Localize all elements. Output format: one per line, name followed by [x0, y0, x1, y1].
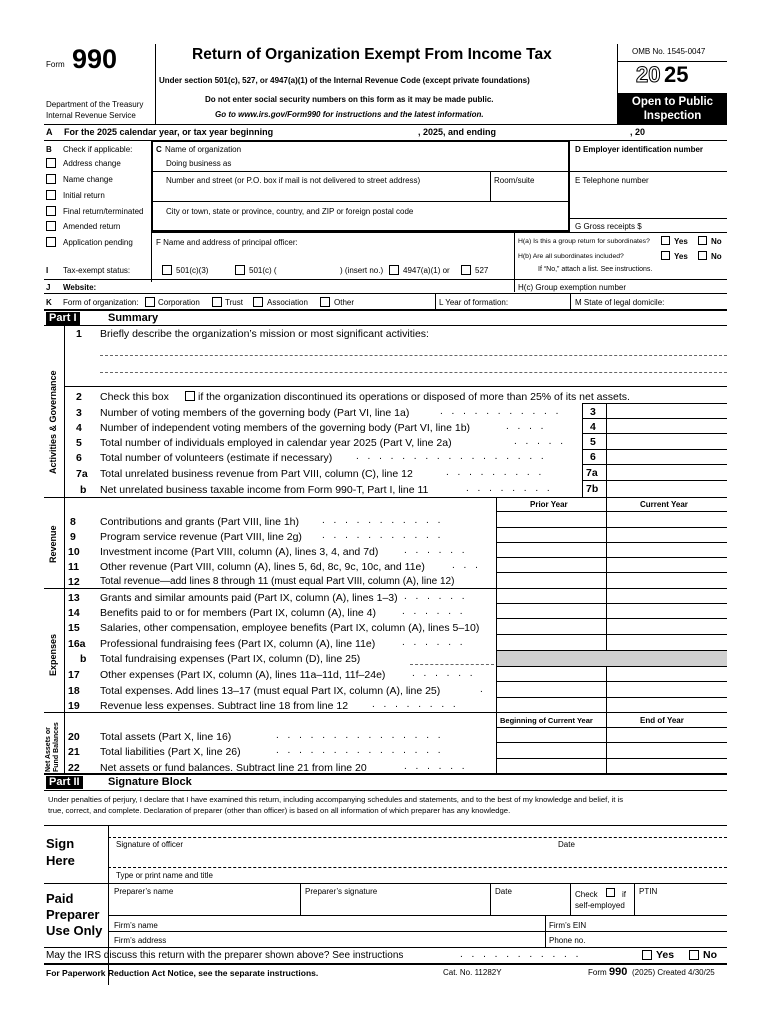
side-revenue: Revenue — [48, 525, 58, 563]
year-suffix: 25 — [664, 62, 689, 87]
line-12-text: Total revenue—add lines 8 through 11 (must equal Part VIII, column (A), line 12) — [100, 576, 455, 587]
part-ii-tag: Part II — [46, 776, 83, 789]
association-label: Association — [267, 298, 308, 307]
box-7a: 7a — [586, 467, 598, 479]
box-6: 6 — [590, 451, 596, 463]
omb-number: OMB No. 1545-0047 — [632, 47, 706, 56]
line-4-text: Number of independent voting members of the governing body (Part VI, line 1b) — [100, 422, 471, 434]
4947-label: 4947(a)(1) or — [403, 266, 450, 275]
line-16a-number: 16a — [68, 638, 86, 650]
line-18-text: Total expenses. Add lines 13–17 (must equal Part IX, column (A), line 25) — [100, 685, 441, 697]
line-22-number: 22 — [68, 762, 80, 774]
final-return-label: Final return/terminated — [63, 207, 144, 216]
discuss-yes-checkbox[interactable] — [642, 950, 652, 960]
line-6-number: 6 — [76, 452, 82, 464]
line-11-number: 11 — [68, 561, 80, 573]
here-label: Here — [46, 853, 75, 868]
line-10-number: 10 — [68, 546, 80, 558]
side-net-assets: Net Assets or Fund Balances — [45, 722, 60, 772]
state-domicile-label: M State of legal domicile: — [575, 298, 665, 307]
firm-name-label: Firm’s name — [114, 921, 158, 930]
name-change-label: Name change — [63, 175, 113, 184]
line-15-text: Salaries, other compensation, employee benefits (Part IX, column (A), lines 5–10) — [100, 622, 480, 634]
check-if-applicable: Check if applicable: — [63, 145, 133, 154]
amended-return-checkbox[interactable] — [46, 221, 56, 231]
principal-officer-label: F Name and address of principal officer: — [156, 238, 298, 247]
form-subtitle: Under section 501(c), 527, or 4947(a)(1) of the Internal Revenue Code (except private foundations) — [159, 76, 530, 85]
application-pending-checkbox[interactable] — [46, 237, 56, 247]
association-checkbox[interactable] — [253, 297, 263, 307]
line-13-text: Grants and similar amounts paid (Part IX, column (A), lines 1–3) — [100, 592, 398, 604]
city-label: City or town, state or province, country, and ZIP or foreign postal code — [166, 207, 414, 216]
line-17-number: 17 — [68, 669, 80, 681]
year-outline: 20 — [636, 62, 661, 87]
line-21-number: 21 — [68, 746, 80, 758]
line-8-number: 8 — [70, 516, 76, 528]
line-7a-number: 7a — [76, 468, 88, 480]
hb-no-label: No — [711, 252, 722, 261]
discuss-no-label: No — [703, 949, 717, 961]
ha-yes-label: Yes — [674, 237, 688, 246]
self-employed-checkbox[interactable] — [606, 888, 615, 897]
open-to-public-badge: Open to Public Inspection — [618, 93, 727, 124]
discuss-no-checkbox[interactable] — [689, 950, 699, 960]
paperwork-notice: For Paperwork Reduction Act Notice, see the separate instructions. — [46, 968, 319, 978]
hb-question: H(b) Are all subordinates included? — [518, 253, 624, 260]
footer-form-word: Form — [588, 968, 607, 977]
501c3-label: 501(c)(3) — [176, 266, 209, 275]
ein-label: D Employer identification number — [575, 145, 704, 154]
instructions-link[interactable]: Go to www.irs.gov/Form990 for instructions and the latest information. — [215, 110, 484, 119]
line-3-text: Number of voting members of the governing body (Part VI, line 1a) — [100, 407, 410, 419]
line-16a-text: Professional fundraising fees (Part IX, column (A), line 11e) — [100, 638, 376, 650]
row-a-end: , 20 — [630, 127, 646, 137]
irs-label: Internal Revenue Service — [46, 111, 136, 120]
form-of-org-label: Form of organization: — [63, 298, 139, 307]
firm-ein-label: Firm’s EIN — [549, 921, 587, 930]
corporation-label: Corporation — [158, 298, 200, 307]
use-only-label: Use Only — [46, 923, 103, 938]
sign-label: Sign — [46, 836, 75, 851]
line-15-number: 15 — [68, 622, 80, 634]
line-9-text: Program service revenue (Part VIII, line 2g) — [100, 531, 302, 543]
perjury-statement-1: Under penalties of perjury, I declare that I have examined this return, including accompanying schedules and statements, and to the best of my knowledge and belief, it is — [48, 795, 624, 804]
initial-return-label: Initial return — [63, 191, 105, 200]
line-19-number: 19 — [68, 700, 80, 712]
self-employed-label: self-employed — [575, 901, 625, 910]
row-k-letter: K — [46, 298, 52, 307]
form-title: Return of Organization Exempt From Income Tax — [192, 46, 552, 63]
4947-checkbox[interactable] — [389, 265, 399, 275]
line-4-number: 4 — [76, 422, 82, 434]
dept-treasury: Department of the Treasury — [46, 100, 144, 109]
row-a-letter: A — [46, 127, 53, 137]
part-i-tag: Part I — [46, 312, 80, 325]
line-3-number: 3 — [76, 407, 82, 419]
part-ii-title: Signature Block — [108, 776, 192, 788]
other-checkbox[interactable] — [320, 297, 330, 307]
paid-label: Paid — [46, 891, 74, 906]
amended-return-label: Amended return — [63, 222, 121, 231]
hb-yes-checkbox[interactable] — [661, 251, 670, 260]
line-2-text: Check this box — [100, 391, 169, 403]
website-label: Website: — [63, 283, 97, 292]
trust-checkbox[interactable] — [212, 297, 222, 307]
line-14-text: Benefits paid to or for members (Part IX, column (A), line 4) — [100, 607, 377, 619]
box-7b: 7b — [586, 483, 599, 495]
527-checkbox[interactable] — [461, 265, 471, 275]
discontinued-checkbox[interactable] — [185, 391, 195, 401]
line-5-number: 5 — [76, 437, 82, 449]
form-number: 990 — [72, 44, 118, 74]
footer-created: (2025) Created 4/30/25 — [632, 968, 715, 977]
discuss-question: May the IRS discuss this return with the preparer shown above? See instructions — [46, 950, 404, 961]
row-j-letter: J — [46, 283, 51, 292]
row-a-mid: , 2025, and ending — [418, 127, 497, 137]
insert-no-label: ) (insert no.) — [340, 266, 384, 275]
col-current-year: Current Year — [640, 500, 688, 509]
preparer-signature-label: Preparer’s signature — [305, 887, 378, 896]
527-label: 527 — [475, 266, 489, 275]
line-21-text: Total liabilities (Part X, line 26) — [100, 746, 241, 758]
side-expenses: Expenses — [48, 633, 58, 676]
hb-yes-label: Yes — [674, 252, 688, 261]
col-prior-year: Prior Year — [530, 500, 568, 509]
room-suite-label: Room/suite — [494, 176, 535, 185]
trust-label: Trust — [225, 298, 243, 307]
col-end-year: End of Year — [640, 716, 684, 725]
other-label: Other — [334, 298, 355, 307]
line-14-number: 14 — [68, 607, 80, 619]
org-name-label: Name of organization — [165, 145, 242, 154]
phone-label: E Telephone number — [575, 176, 649, 185]
ha-yes-checkbox[interactable] — [661, 236, 670, 245]
form-word: Form — [46, 60, 65, 69]
line-13-number: 13 — [68, 592, 80, 604]
line-12-number: 12 — [68, 576, 80, 588]
line-16b-text: Total fundraising expenses (Part IX, column (D), line 25) — [100, 653, 361, 665]
form-990-page: Form 990 Department of the Treasury Internal Revenue Service Return of Organization Exempt From Income Tax Under section 501(c), 527, or 4947(a)(1) of the Internal Revenue Code (except private foundations) Do not enter social security numbers on this form as it may be made public. Go to www.irs.gov/Form990 for instructions and the latest information. OMB No. 1545-0047 20 25 Open to Public Inspection A For the 2025 calendar year, or tax year beginning , 2025, and ending , 20 B Check if applicable: Address change Name change Initial return Final return/terminated Amended return Application pending C Name of organization Doing business as Number and street (or P.O. box if mail is not delivered to street address) Room/suite City or town, state or province, country, and ZIP or foreign postal code D Employer identification number E Telephone number G Gross receipts $ F Name and address of principal officer: H(a) Is this a group return for subordinates? Yes No H(b) Are all subordinates included? Yes No If “No,” attach a list. See instructions. I Tax-exempt status: 501(c)(3) 501(c) ( ) (insert no.) 4947(a)(1) or 527 J Website: H(c) Group exemption number K Form of organization: Corporation Trust Association Other L Year of formation: M State of legal domicile: Part I Summary Activities & Governance Revenue Expenses Net Assets or Fund Balances 1 Briefly describe the organization’s mission or most significant activities: 2 Check this box if the organization discontinued its operations or disposed of more than 25% of its net assets. 3 Number of voting members of the governing body (Part VI, line 1a) . . . . . . . . . . . 4 Number of independent voting members of the governing body (Part VI, line 1b) . . . . 5 Total number of individuals employed in calendar year 2025 (Part V, line 2a) . . . . . 6 Total number of volunteers (estimate if necessary) . . . . . . . . . . . . . . . . . 7a Total unrelated business revenue from Part VIII, column (C), line 12 . . . . . . . . . b Net unrelated business taxable income from Form 990-T, Part I, line 11 . . . . . . . . 3 4 5 6 7a 7b Prior Year Current Year 8 Contributions and grants (Part VIII, line 1h) . . . . . . . . . . . 9 Program service revenue (Part VIII, line 2g) . . . . . . . . . . . 10 Investment income (Part VIII, column (A), lines 3, 4, and 7d) . . . . . . 11 Other revenue (Part VIII, column (A), lines 5, 6d, 8c, 9c, 10c, and 11e) . . . 12 Total revenue—add lines 8 through 11 (must equal Part VIII, column (A), line 12) 13 Grants and similar amounts paid (Part IX, column (A), lines 1–3) . . . . . . 14 Benefits paid to or for members (Part IX, column (A), line 4) . . . . . . 15 Salaries, other compensation, employee benefits (Part IX, column (A), lines 5–10) 16a Professional fundraising fees (Part IX, column (A), line 11e) . . . . . . b Total fundraising expenses (Part IX, column (D), line 25) 17 Other expenses (Part IX, column (A), lines 11a–11d, 11f–24e) . . . . . . 18 Total expenses. Add lines 13–17 (must equal Part IX, column (A), line 25) . 19 Revenue less expenses. Subtract line 18 from line 12 . . . . . . . . Beginning of Current Year End of Year 20 Total assets (Part X, line 16) . . . . . . . . . . . . . . . 21 Total liabilities (Part X, line 26) . . . . . . . . . . . . . . . 22 Net assets or fund balances. Subtract line 21 from line 20 . . . . . . Part II Signature Block Under penalties of perjury, I declare that I have examined this return, including accompanying schedules and statements, and to the best of my knowledge and belief, it is true, correct, and complete. Declaration of preparer (other than officer) is based on all information of which preparer has any knowledge. Sign Here Signature of officer Date Type or print name and title Paid Preparer Use Only Preparer’s name Preparer’s signature Date Check if self-employed PTIN Firm’s name Firm’s EIN Firm’s address Phone no. May the IRS discuss this return with the preparer shown above? See instructions . . . . . . . . . . . Yes No For Paperwork Reduction Act Notice, see the separate instructions. Cat. No. 11282Y Form 990 (2025) Created 4/30/25 — [0, 0, 770, 1024]
line-8-text: Contributions and grants (Part VIII, line 1h) — [100, 516, 300, 528]
line-18-number: 18 — [68, 685, 80, 697]
hc-label: H(c) Group exemption number — [518, 283, 627, 292]
address-change-checkbox[interactable] — [46, 158, 56, 168]
501c-checkbox[interactable] — [235, 265, 245, 275]
side-activities-governance: Activities & Governance — [48, 370, 58, 474]
hb-note: If “No,” attach a list. See instructions. — [538, 266, 653, 273]
check-label: Check — [575, 890, 598, 899]
signature-officer-label: Signature of officer — [116, 840, 184, 849]
row-a-text: For the 2025 calendar year, or tax year beginning — [64, 127, 274, 137]
ha-question: H(a) Is this a group return for subordinates? — [518, 238, 650, 245]
line-2-number: 2 — [76, 391, 82, 403]
ha-no-checkbox[interactable] — [698, 236, 707, 245]
part-i-title: Summary — [108, 312, 159, 324]
year-formation-label: L Year of formation: — [439, 298, 509, 307]
discuss-yes-label: Yes — [656, 949, 675, 961]
name-change-checkbox[interactable] — [46, 174, 56, 184]
dba-label: Doing business as — [166, 159, 232, 168]
preparer-date-label: Date — [495, 887, 512, 896]
line-19-text: Revenue less expenses. Subtract line 18 from line 12 — [100, 700, 349, 712]
line-6-text: Total number of volunteers (estimate if necessary) — [100, 452, 333, 464]
tax-exempt-status-label: Tax-exempt status: — [63, 266, 131, 275]
c-letter: C — [156, 145, 162, 154]
sign-date-label: Date — [558, 840, 575, 849]
line-20-text: Total assets (Part X, line 16) — [100, 731, 232, 743]
ssn-notice: Do not enter social security numbers on this form as it may be made public. — [205, 95, 494, 104]
final-return-checkbox[interactable] — [46, 206, 56, 216]
line-16b-number: b — [80, 653, 87, 665]
corporation-checkbox[interactable] — [145, 297, 155, 307]
row-b-letter: B — [46, 145, 52, 154]
ptin-label: PTIN — [639, 887, 658, 896]
firm-address-label: Firm’s address — [114, 936, 167, 945]
line-5-text: Total number of individuals employed in calendar year 2025 (Part V, line 2a) — [100, 437, 452, 449]
line-7b-text: Net unrelated business taxable income from Form 990-T, Part I, line 11 — [100, 484, 429, 496]
line-1-number: 1 — [76, 328, 82, 340]
box-3: 3 — [590, 406, 596, 418]
cat-number: Cat. No. 11282Y — [443, 968, 502, 977]
preparer-label: Preparer — [46, 907, 100, 922]
col-beginning-year: Beginning of Current Year — [500, 716, 593, 725]
line-7b-number: b — [80, 484, 87, 496]
preparer-name-label: Preparer’s name — [114, 887, 174, 896]
line-2-text-cont: if the organization discontinued its operations or disposed of more than 25% of its net assets. — [198, 391, 630, 403]
501c-label: 501(c) ( — [249, 266, 277, 275]
box-5: 5 — [590, 436, 596, 448]
perjury-statement-2: true, correct, and complete. Declaration of preparer (other than officer) is based on all information of which preparer has any knowledge. — [48, 806, 511, 815]
line-17-text: Other expenses (Part IX, column (A), lines 11a–11d, 11f–24e) — [100, 669, 386, 681]
phone-no-label: Phone no. — [549, 936, 586, 945]
hb-no-checkbox[interactable] — [698, 251, 707, 260]
gross-receipts-label: G Gross receipts $ — [575, 222, 642, 231]
application-pending-label: Application pending — [63, 238, 133, 247]
address-change-label: Address change — [63, 159, 121, 168]
line-20-number: 20 — [68, 731, 80, 743]
box-4: 4 — [590, 421, 596, 433]
if-label: if — [622, 890, 626, 899]
initial-return-checkbox[interactable] — [46, 190, 56, 200]
ha-no-label: No — [711, 237, 722, 246]
row-i-letter: I — [46, 266, 49, 275]
street-label: Number and street (or P.O. box if mail is not delivered to street address) — [166, 176, 421, 185]
line-7a-text: Total unrelated business revenue from Part VIII, column (C), line 12 — [100, 468, 413, 480]
line-10-text: Investment income (Part VIII, column (A), lines 3, 4, and 7d) — [100, 546, 379, 558]
line-16b-shaded — [497, 651, 727, 666]
footer-form-number: 990 — [609, 966, 628, 978]
501c3-checkbox[interactable] — [162, 265, 172, 275]
line-22-text: Net assets or fund balances. Subtract line 21 from line 20 — [100, 762, 367, 774]
type-name-title-label: Type or print name and title — [116, 871, 213, 880]
line-9-number: 9 — [70, 531, 76, 543]
line-1-text: Briefly describe the organization’s mission or most significant activities: — [100, 328, 429, 340]
line-11-text: Other revenue (Part VIII, column (A), lines 5, 6d, 8c, 9c, 10c, and 11e) — [100, 561, 425, 573]
